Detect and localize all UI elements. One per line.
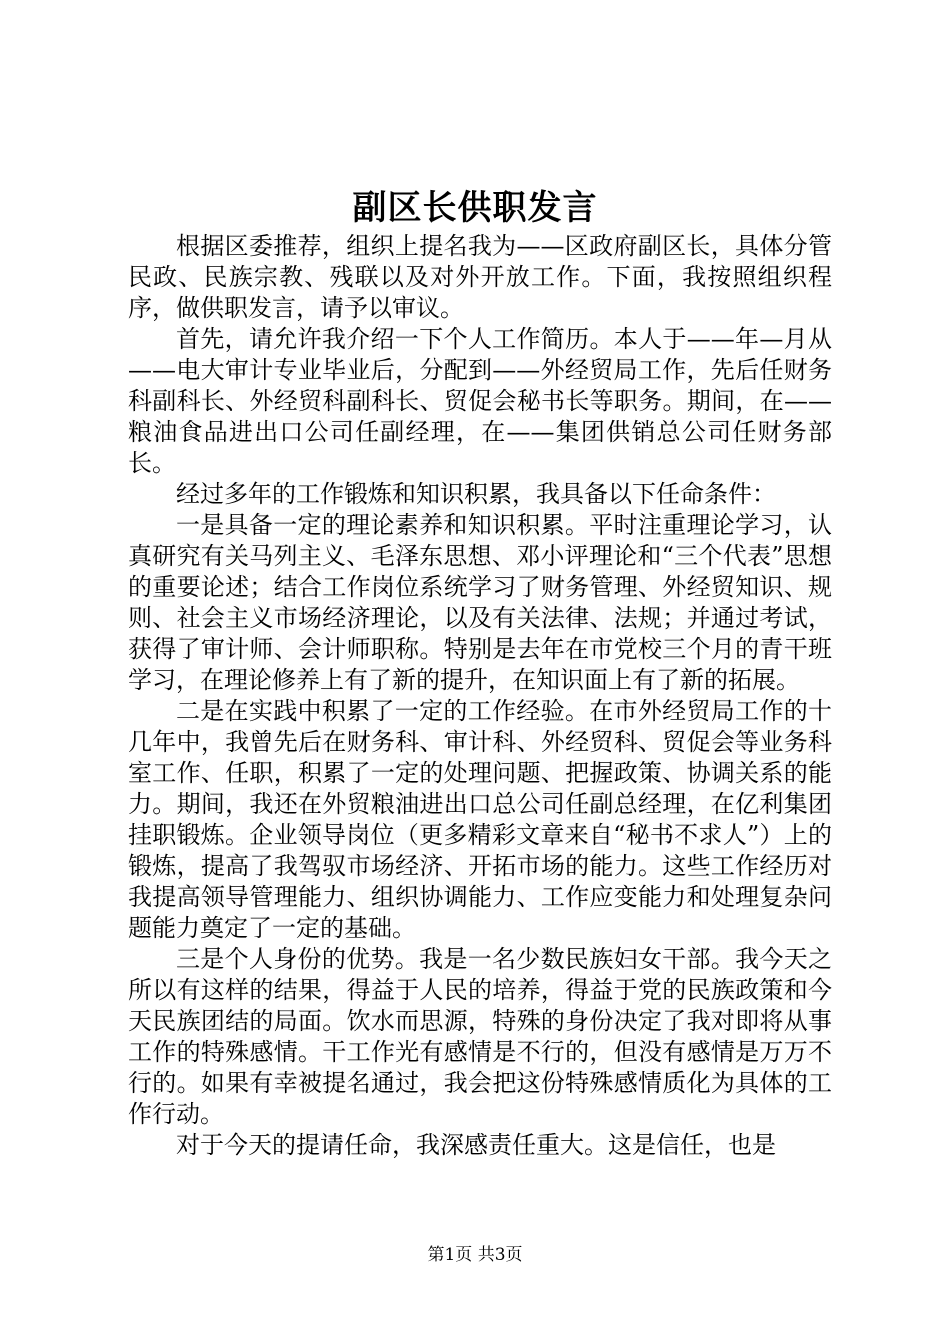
paragraph-3: 经过多年的工作锻炼和知识积累，我具备以下任命条件： — [176, 480, 776, 508]
paragraph-7: 对于今天的提请任命，我深感责任重大。这是信任，也是 — [176, 1131, 776, 1159]
paragraph-6: 三是个人身份的优势。我是一名少数民族妇女干部。我今天之所以有这样的结果，得益于人民的培养，得益于党的民族政策和今天民族团结的局面。饮水而思源，特殊的身份决定了我对即将从事工作的特殊感情。干工作光有感情是不行的，但没有感情是万万不行的。如果有幸被提名通过，我会把这份特殊感情质化为具体的工作行动。 — [128, 945, 832, 1128]
paragraph-1: 根据区委推荐，组织上提名我为——区政府副区长，具体分管民政、民族宗教、残联以及对外开放工作。下面，我按照组织程序，做供职发言，请予以审议。 — [128, 232, 832, 322]
page-number-footer: 第1页 共3页 — [427, 1245, 523, 1265]
document-body — [128, 231, 832, 1161]
paragraph-4: 一是具备一定的理论素养和知识积累。平时注重理论学习，认真研究有关马列主义、毛泽东思想、邓小评理论和“三个代表”思想的重要论述；结合工作岗位系统学习了财务管理、外经贸知识、规则、社会主义市场经济理论，以及有关法律、法规；并通过考试，获得了审计师、会计师职称。特别是去年在市党校三个月的青干班学习，在理论修养上有了新的提升，在知识面上有了新的拓展。 — [128, 511, 832, 694]
paragraph-5: 二是在实践中积累了一定的工作经验。在市外经贸局工作的十几年中，我曾先后在财务科、审计科、外经贸科、贸促会等业务科室工作、任职，积累了一定的处理问题、把握政策、协调关系的能力。期间，我还在外贸粮油进出口总公司任副总经理，在亿利集团挂职锻炼。企业领导岗位（更多精彩文章来自“秘书不求人”）上的锻炼，提高了我驾驭市场经济、开拓市场的能力。这些工作经历对我提高领导管理能力、组织协调能力、工作应变能力和处理复杂问题能力奠定了一定的基础。 — [128, 697, 832, 942]
document-title: 副区长供职发言 — [352, 188, 598, 228]
paragraph-2: 首先，请允许我介绍一下个人工作简历。本人于——年—月从——电大审计专业毕业后，分配到——外经贸局工作，先后任财务科副科长、外经贸科副科长、贸促会秘书长等职务。期间，在——粮油食品进出口公司任副经理，在——集团供销总公司任财务部长。 — [128, 325, 832, 477]
